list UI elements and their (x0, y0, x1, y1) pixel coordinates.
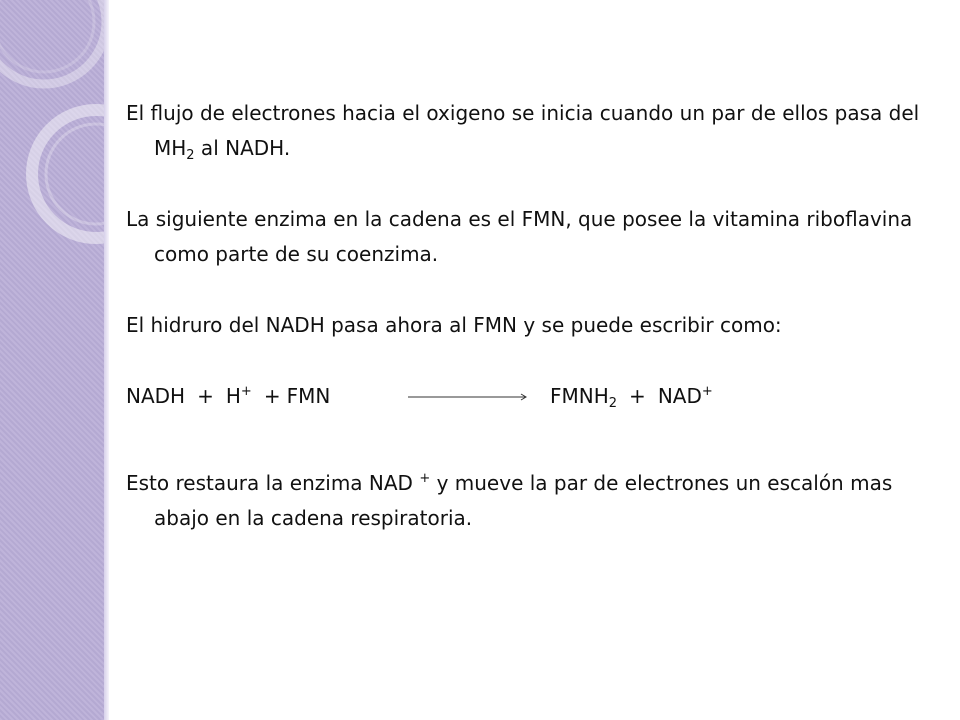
superscript-charge: + (419, 471, 431, 486)
superscript-charge: + (701, 384, 713, 399)
decorative-sidebar (0, 0, 104, 720)
subscript: 2 (186, 148, 195, 163)
sidebar-edge (104, 0, 109, 720)
plus-sign: + (629, 384, 646, 408)
plus-sign: + (263, 384, 281, 408)
plus-sign: + (197, 384, 214, 408)
reaction-equation (126, 379, 926, 414)
decorative-circles (0, 0, 104, 720)
paragraph-hydride: El hidruro del NADH pasa ahora al FMN y se puede escribir como: (126, 313, 782, 337)
fmnh-term: FMNH (550, 384, 609, 408)
fmn-term: FMN (286, 384, 331, 408)
equation-products (550, 379, 713, 414)
paragraph-text: al NADH. (194, 136, 291, 160)
h-term: H (225, 384, 241, 408)
paragraph-text: El flujo de electrones hacia el oxigeno se inicia cuando un par de ellos pasa del MH (126, 101, 920, 160)
paragraph-electron-flow (126, 96, 926, 166)
paragraph-nad-restore (126, 466, 926, 536)
paragraph-text: y mueve la par de electrones un escalón mas abajo en la cadena respiratoria. (154, 471, 893, 530)
reaction-arrow-icon (406, 379, 530, 414)
paragraph-text: Esto restaura la enzima NAD (126, 471, 420, 495)
nadh-term: NADH (126, 384, 186, 408)
subscript: 2 (608, 396, 618, 411)
nad-term: NAD (657, 384, 702, 408)
paragraph-fmn-enzyme: La siguiente enzima en la cadena es el FMN, que posee la vitamina riboflavina como parte de su coenzima. (126, 207, 913, 266)
slide-content (126, 96, 926, 536)
superscript-charge: + (240, 384, 252, 399)
equation-reactants (126, 379, 330, 414)
